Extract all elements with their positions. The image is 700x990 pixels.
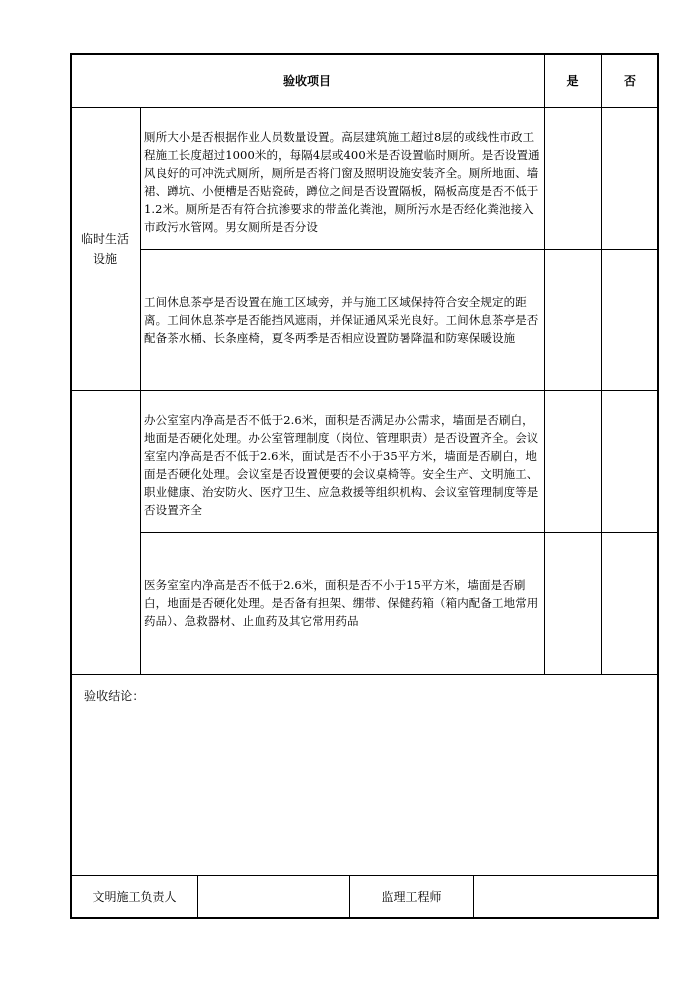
check-no-4[interactable]: [602, 533, 657, 674]
check-yes-4[interactable]: [545, 533, 601, 674]
item-toilet: 厕所大小是否根据作业人员数量设置。高层建筑施工超过8层的或线性市政工程施工长度超过1000米的，每隔4层或400米是否设置临时厕所。是否设置通风良好的可冲洗式厕所，厕所是否将门窗及照明设施安装齐全。厕所地面、墙裙、蹲坑、小便槽是否贴瓷砖，蹲位之间是否设置隔板，隔板高度是否不低于1.2米。厕所是否有符合抗渗要求的带盖化粪池，厕所污水是否经化粪池接入市政污水管网。男女厕所是否分设: [144, 130, 540, 234]
category-temp-living: 临时生活设施: [80, 232, 129, 266]
border-bottom: [70, 917, 659, 919]
check-yes-2[interactable]: [545, 250, 601, 390]
item-rest-pavilion: 工间休息茶亭是否设置在施工区域旁，并与施工区域保持符合安全规定的距离。工间休息茶亭是否能挡风遮雨，并保证通风采光良好。工间休息茶亭是否配备茶水桶、长条座椅，夏冬两季是否相应设置防暑降温和防寒保暖设施: [144, 295, 539, 345]
item-medical-room: 医务室室内净高是否不低于2.6米，面积是否不小于15平方米，墙面是否刷白，地面是否硬化处理。是否备有担架、绷带、保健药箱（箱内配备工地常用药品）、急救器材、止血药及其它常用药品: [144, 578, 539, 628]
header-no-label: 否: [623, 74, 636, 88]
footer-divider: [70, 875, 659, 876]
responsible-label: 文明施工负责人: [92, 890, 177, 904]
check-no-3[interactable]: [602, 391, 657, 532]
responsible-value[interactable]: [198, 887, 349, 907]
conclusion-label: 验收结论：: [84, 689, 145, 703]
header-item-label: 验收项目: [282, 74, 331, 88]
check-yes-1[interactable]: [545, 108, 601, 249]
row-line-4: [70, 674, 659, 675]
check-no-1[interactable]: [602, 108, 657, 249]
border-right: [657, 53, 659, 919]
check-yes-3[interactable]: [545, 391, 601, 532]
header-yes-label: 是: [566, 74, 579, 88]
acceptance-form: [70, 53, 659, 919]
supervisor-value[interactable]: [474, 887, 657, 907]
border-top: [70, 53, 659, 55]
conclusion-area[interactable]: [72, 708, 657, 874]
item-office-meeting-room: 办公室室内净高是否不低于2.6米，面积是否满足办公需求，墙面是否刷白，地面是否硬化处理。办公室管理制度（岗位、管理职责）是否设置齐全。会议室室内净高是否不低于2.6米，面试是否不小于35平方米，墙面是否刷白，地面是否硬化处理。会议室是否设置便要的会议桌椅等。安全生产、文明施工、职业健康、治安防火、医疗卫生、应急救援等组织机构、会议室管理制度等是否设置齐全: [144, 413, 539, 517]
supervisor-label: 监理工程师: [381, 890, 442, 904]
check-no-2[interactable]: [602, 250, 657, 390]
